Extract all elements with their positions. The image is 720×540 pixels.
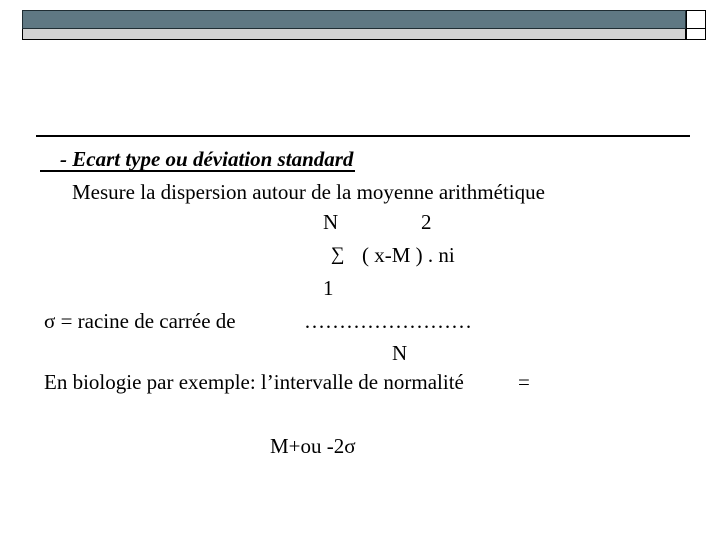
interval-formula: M+ou -2σ <box>270 434 356 458</box>
formula-denominator: N <box>392 341 408 365</box>
slide-subtitle: Mesure la dispersion autour de la moyenne arithmétique <box>72 180 545 204</box>
sum-symbol: ∑ <box>331 244 345 265</box>
formula-lower-limit: 1 <box>323 276 334 300</box>
header-corner-box-top <box>686 10 706 29</box>
header-bar <box>22 10 686 29</box>
sigma-label: σ = racine de carrée de <box>44 309 236 333</box>
fraction-bar: …………………… <box>304 309 472 333</box>
formula-summand: ( x-M ) . ni <box>362 243 455 267</box>
slide-title: - Ecart type ou déviation standard <box>40 148 355 172</box>
formula-exponent: 2 <box>421 210 432 234</box>
formula-upper-limit: N <box>323 210 339 234</box>
header-corner-box-bottom <box>686 29 706 40</box>
header-bar-lower <box>22 29 686 40</box>
equals-sign: = <box>518 370 530 394</box>
title-divider <box>36 135 690 137</box>
example-line: En biologie par exemple: l’intervalle de normalité <box>44 370 464 394</box>
